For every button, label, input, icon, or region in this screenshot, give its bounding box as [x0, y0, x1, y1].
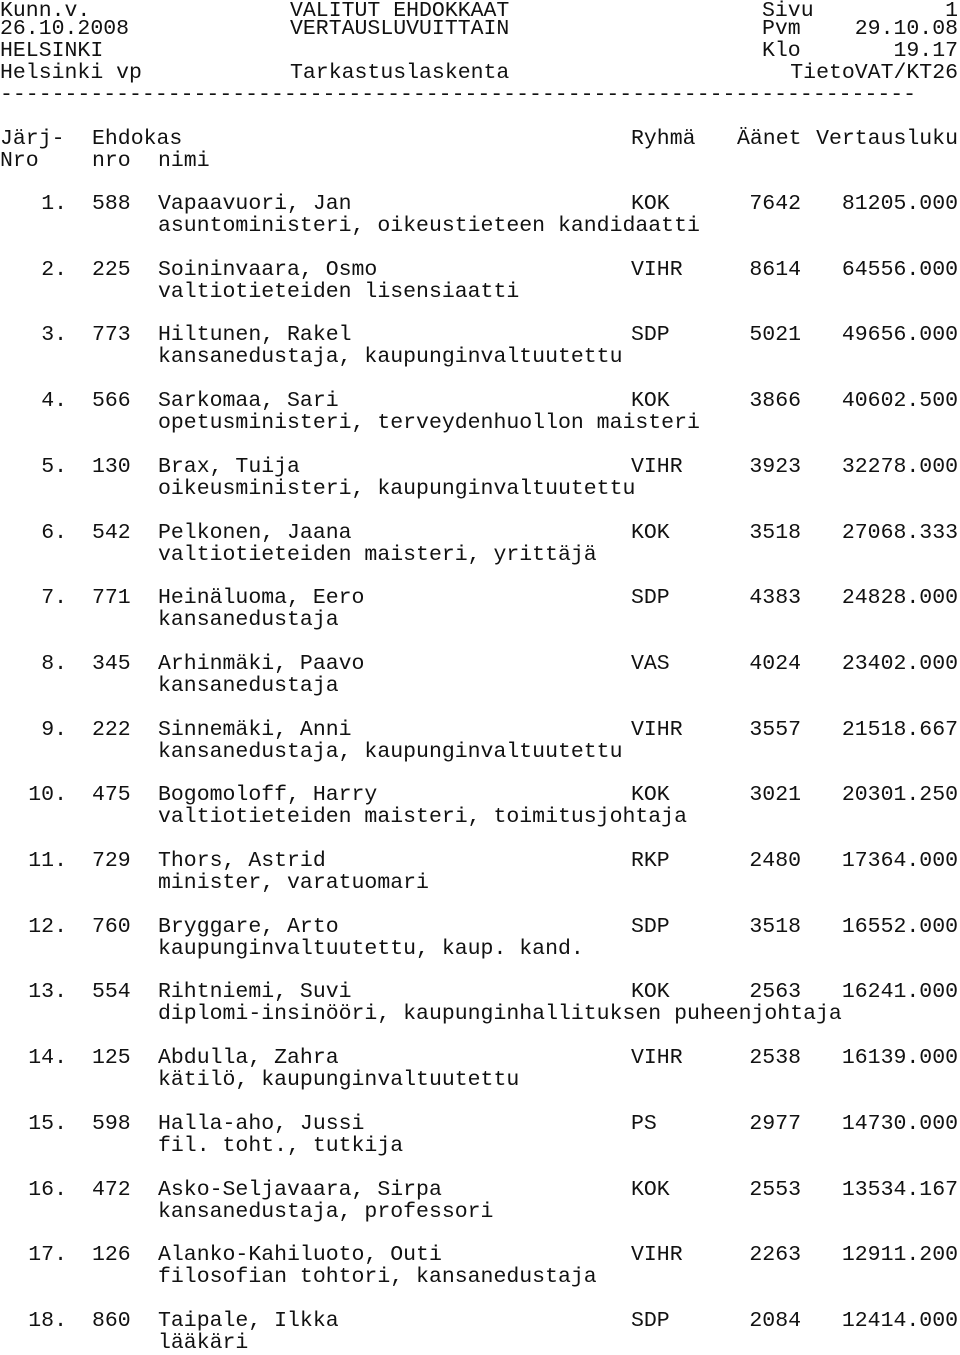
candidate-row: [0, 1179, 960, 1201]
candidate-order: 9.: [41, 718, 67, 742]
candidate-title-row: [0, 675, 960, 697]
header-line-2: [0, 18, 960, 40]
candidate-title-row: [0, 1266, 960, 1288]
candidate-title: kansanedustaja: [158, 674, 339, 698]
candidate-group: VIHR: [631, 455, 683, 479]
candidate-row: [0, 653, 960, 675]
candidate-group: SDP: [631, 586, 670, 610]
candidate-title-row: [0, 478, 960, 500]
candidate-votes: 3923: [749, 455, 801, 479]
candidate-group: SDP: [631, 323, 670, 347]
candidate-title-row: [0, 741, 960, 763]
candidate-comparison-number: 23402.000: [841, 652, 958, 676]
candidate-name: Brax, Tuija: [158, 455, 300, 479]
column-candidate: Ehdokas: [92, 127, 183, 151]
candidate-votes: 3518: [749, 915, 801, 939]
candidate-title: kansanedustaja, professori: [158, 1200, 494, 1224]
candidate-name: Rihtniemi, Suvi: [158, 980, 352, 1004]
candidate-name: Pelkonen, Jaana: [158, 521, 352, 545]
column-comparison-number: Vertausluku: [816, 127, 958, 151]
candidate-votes: 2480: [749, 849, 801, 873]
candidate-order: 1.: [41, 192, 67, 216]
candidate-row: [0, 784, 960, 806]
candidate-title: fil. toht., tutkija: [158, 1134, 404, 1158]
candidate-row: [0, 1047, 960, 1069]
candidate-group: SDP: [631, 1309, 670, 1333]
candidate-title-row: [0, 1135, 960, 1157]
candidate-name: Bogomoloff, Harry: [158, 783, 378, 807]
candidate-order: 5.: [41, 455, 67, 479]
candidate-order: 16.: [28, 1178, 67, 1202]
candidate-number: 566: [92, 389, 131, 413]
candidate-row: [0, 324, 960, 346]
candidate-order: 18.: [28, 1309, 67, 1333]
candidate-comparison-number: 16139.000: [841, 1046, 958, 1070]
candidate-title-row: [0, 806, 960, 828]
candidate-name: Arhinmäki, Paavo: [158, 652, 365, 676]
header-municipality-code: Kunn.v.: [0, 0, 91, 23]
candidate-row: [0, 587, 960, 609]
candidate-name: Abdulla, Zahra: [158, 1046, 339, 1070]
candidate-number: 345: [92, 652, 131, 676]
electoral-district: Helsinki vp: [0, 61, 142, 85]
report-subtitle: VERTAUSLUVUITTAIN: [290, 17, 510, 41]
candidate-row: [0, 522, 960, 544]
candidate-votes: 8614: [749, 258, 801, 282]
print-date-label: Pvm: [762, 17, 801, 41]
candidate-comparison-number: 21518.667: [841, 718, 958, 742]
candidate-group: PS: [631, 1112, 657, 1136]
candidate-comparison-number: 16552.000: [841, 915, 958, 939]
candidate-row: [0, 916, 960, 938]
candidate-number: 554: [92, 980, 131, 1004]
report-title: VALITUT EHDOKKAAT: [290, 0, 510, 23]
column-candidate-name: nimi: [158, 149, 210, 173]
candidate-votes: 4024: [749, 652, 801, 676]
candidate-name: Hiltunen, Rakel: [158, 323, 352, 347]
candidate-order: 11.: [28, 849, 67, 873]
column-votes: Äänet: [737, 127, 802, 151]
candidate-votes: 3518: [749, 521, 801, 545]
candidate-comparison-number: 81205.000: [841, 192, 958, 216]
candidate-title-row: [0, 1069, 960, 1091]
candidate-votes: 2263: [749, 1243, 801, 1267]
candidate-comparison-number: 40602.500: [841, 389, 958, 413]
candidate-order: 2.: [41, 258, 67, 282]
candidate-title-row: [0, 1003, 960, 1025]
candidate-number: 729: [92, 849, 131, 873]
candidate-name: Thors, Astrid: [158, 849, 326, 873]
candidate-row: [0, 1244, 960, 1266]
candidate-number: 771: [92, 586, 131, 610]
candidate-votes: 2563: [749, 980, 801, 1004]
candidate-comparison-number: 49656.000: [841, 323, 958, 347]
candidate-group: VAS: [631, 652, 670, 676]
candidate-title: valtiotieteiden maisteri, toimitusjohtaja: [158, 805, 687, 829]
candidate-number: 472: [92, 1178, 131, 1202]
candidate-comparison-number: 12911.200: [841, 1243, 958, 1267]
candidate-title: lääkäri: [158, 1331, 249, 1355]
candidate-title-row: [0, 544, 960, 566]
candidate-order: 10.: [28, 783, 67, 807]
candidate-title: minister, varatuomari: [158, 871, 429, 895]
candidate-group: VIHR: [631, 718, 683, 742]
candidate-comparison-number: 16241.000: [841, 980, 958, 1004]
candidate-votes: 2538: [749, 1046, 801, 1070]
candidate-votes: 2084: [749, 1309, 801, 1333]
candidate-order: 8.: [41, 652, 67, 676]
column-candidate-number: nro: [92, 149, 131, 173]
candidate-number: 760: [92, 915, 131, 939]
candidate-order: 14.: [28, 1046, 67, 1070]
candidate-name: Halla-aho, Jussi: [158, 1112, 365, 1136]
candidate-comparison-number: 20301.250: [841, 783, 958, 807]
candidate-group: KOK: [631, 1178, 670, 1202]
count-type: Tarkastuslaskenta: [290, 61, 510, 85]
candidate-title: diplomi-insinööri, kaupunginhallituksen puheenjohtaja: [158, 1002, 842, 1026]
column-header-row-2: [0, 150, 960, 172]
candidate-title: valtiotieteiden lisensiaatti: [158, 280, 520, 304]
candidate-title: oikeusministeri, kaupunginvaltuutettu: [158, 477, 636, 501]
candidate-row: [0, 259, 960, 281]
candidate-votes: 5021: [749, 323, 801, 347]
candidate-order: 15.: [28, 1112, 67, 1136]
candidate-title-row: [0, 609, 960, 631]
candidate-comparison-number: 17364.000: [841, 849, 958, 873]
candidate-number: 542: [92, 521, 131, 545]
candidate-comparison-number: 27068.333: [841, 521, 958, 545]
print-time: 19.17: [893, 39, 958, 63]
candidate-name: Bryggare, Arto: [158, 915, 339, 939]
candidate-name: Taipale, Ilkka: [158, 1309, 339, 1333]
candidate-name: Sinnemäki, Anni: [158, 718, 352, 742]
column-group: Ryhmä: [631, 127, 696, 151]
candidate-group: KOK: [631, 783, 670, 807]
candidate-number: 225: [92, 258, 131, 282]
candidate-order: 12.: [28, 915, 67, 939]
candidate-votes: 4383: [749, 586, 801, 610]
candidate-number: 125: [92, 1046, 131, 1070]
candidate-title-row: [0, 412, 960, 434]
candidate-number: 126: [92, 1243, 131, 1267]
candidate-comparison-number: 32278.000: [841, 455, 958, 479]
candidate-title-row: [0, 1332, 960, 1354]
print-date: 29.10.08: [854, 17, 958, 41]
column-order-sub: Nro: [0, 149, 39, 173]
candidate-title: kansanedustaja, kaupunginvaltuutettu: [158, 345, 623, 369]
candidate-order: 17.: [28, 1243, 67, 1267]
candidate-order: 13.: [28, 980, 67, 1004]
candidate-comparison-number: 64556.000: [841, 258, 958, 282]
candidate-number: 130: [92, 455, 131, 479]
candidate-group: VIHR: [631, 258, 683, 282]
candidate-row: [0, 1310, 960, 1332]
header-line-3: [0, 40, 960, 62]
candidate-title: kaupunginvaltuutettu, kaup. kand.: [158, 937, 584, 961]
candidate-votes: 2977: [749, 1112, 801, 1136]
candidate-group: KOK: [631, 521, 670, 545]
candidate-comparison-number: 14730.000: [841, 1112, 958, 1136]
candidate-number: 860: [92, 1309, 131, 1333]
candidate-votes: 3021: [749, 783, 801, 807]
candidate-name: Alanko-Kahiluoto, Outi: [158, 1243, 442, 1267]
candidate-group: VIHR: [631, 1243, 683, 1267]
candidate-title: opetusministeri, terveydenhuollon maisteri: [158, 411, 700, 435]
candidate-title: filosofian tohtori, kansanedustaja: [158, 1265, 597, 1289]
header-separator: -----------------------------------------------------------------------: [0, 84, 917, 106]
candidate-title: valtiotieteiden maisteri, yrittäjä: [158, 543, 597, 567]
candidate-row: [0, 719, 960, 741]
candidate-order: 4.: [41, 389, 67, 413]
candidate-group: RKP: [631, 849, 670, 873]
candidate-title-row: [0, 281, 960, 303]
candidate-group: KOK: [631, 192, 670, 216]
candidate-group: SDP: [631, 915, 670, 939]
candidate-comparison-number: 24828.000: [841, 586, 958, 610]
candidate-title: asuntoministeri, oikeustieteen kandidaatti: [158, 214, 700, 238]
candidate-row: [0, 1113, 960, 1135]
candidate-votes: 3557: [749, 718, 801, 742]
candidate-comparison-number: 12414.000: [841, 1309, 958, 1333]
municipality-name: HELSINKI: [0, 39, 104, 63]
column-order: Järj-: [0, 127, 65, 151]
candidate-title: kansanedustaja, kaupunginvaltuutettu: [158, 740, 623, 764]
candidate-order: 6.: [41, 521, 67, 545]
candidate-group: KOK: [631, 389, 670, 413]
candidate-number: 598: [92, 1112, 131, 1136]
candidate-number: 475: [92, 783, 131, 807]
candidate-group: KOK: [631, 980, 670, 1004]
candidate-order: 3.: [41, 323, 67, 347]
candidate-row: [0, 390, 960, 412]
candidate-name: Soininvaara, Osmo: [158, 258, 378, 282]
candidate-title-row: [0, 1201, 960, 1223]
candidate-name: Vapaavuori, Jan: [158, 192, 352, 216]
candidate-votes: 3866: [749, 389, 801, 413]
candidate-number: 773: [92, 323, 131, 347]
candidate-title-row: [0, 215, 960, 237]
candidate-title-row: [0, 938, 960, 960]
candidate-row: [0, 456, 960, 478]
candidate-row: [0, 981, 960, 1003]
candidate-row: [0, 193, 960, 215]
candidate-votes: 2553: [749, 1178, 801, 1202]
candidate-comparison-number: 13534.167: [841, 1178, 958, 1202]
candidate-title-row: [0, 872, 960, 894]
candidate-title-row: [0, 346, 960, 368]
candidate-name: Sarkomaa, Sari: [158, 389, 339, 413]
candidate-name: Heinäluoma, Eero: [158, 586, 365, 610]
candidate-order: 7.: [41, 586, 67, 610]
page-label: Sivu: [762, 0, 814, 23]
candidate-votes: 7642: [749, 192, 801, 216]
system-id: TietoVAT/KT26: [790, 61, 958, 85]
candidate-title: kansanedustaja: [158, 608, 339, 632]
candidate-number: 588: [92, 192, 131, 216]
column-header-row-1: [0, 128, 960, 150]
print-time-label: Klo: [762, 39, 801, 63]
candidate-group: VIHR: [631, 1046, 683, 1070]
candidate-number: 222: [92, 718, 131, 742]
candidate-title: kätilö, kaupunginvaltuutettu: [158, 1068, 520, 1092]
candidate-row: [0, 850, 960, 872]
election-date: 26.10.2008: [0, 17, 130, 41]
header-line-4: [0, 62, 960, 84]
candidate-name: Asko-Seljavaara, Sirpa: [158, 1178, 442, 1202]
page-number: 1: [945, 0, 958, 23]
